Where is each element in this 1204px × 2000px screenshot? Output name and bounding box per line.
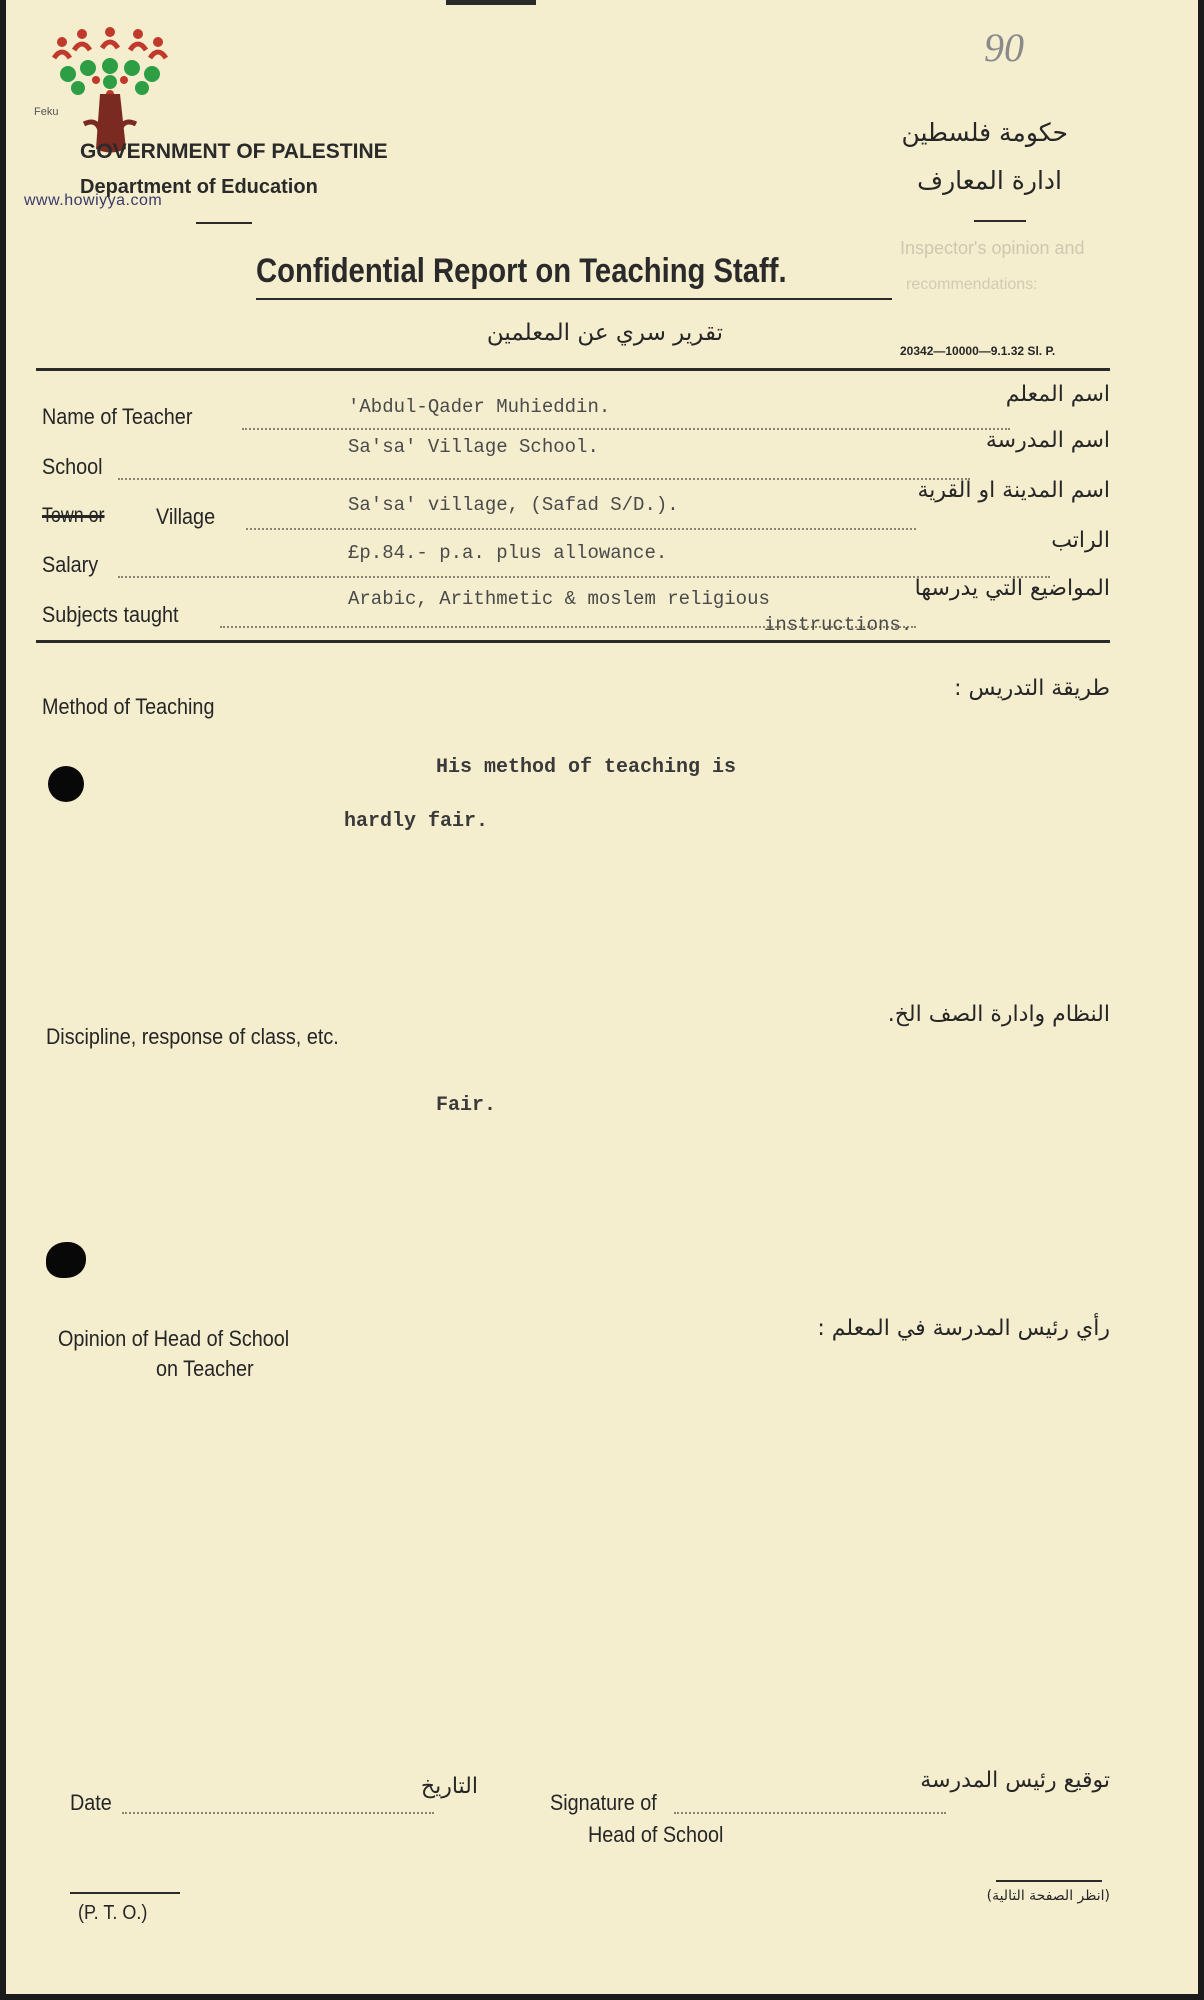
- field-label-school: School: [42, 454, 103, 479]
- department-heading-ar: ادارة المعارف: [917, 166, 1062, 195]
- signature-label: Signature of: [550, 1790, 657, 1815]
- pto-rule-left: [70, 1892, 180, 1894]
- department-heading: Department of Education: [80, 176, 318, 198]
- field-label-village-ar: اسم المدينة او القرية: [917, 478, 1110, 503]
- opinion-label-line1: Opinion of Head of School: [58, 1326, 290, 1351]
- field-value-school: Sa'sa' Village School.: [348, 436, 599, 458]
- pto-label: (P. T. O.): [78, 1902, 148, 1924]
- opinion-label-line2: on Teacher: [156, 1356, 254, 1381]
- field-label-name: Name of Teacher: [42, 404, 193, 429]
- government-heading: GOVERNMENT OF PALESTINE: [80, 140, 388, 163]
- pto-label-ar: (انظر الصفحة التالية): [986, 1888, 1110, 1904]
- date-label: Date: [70, 1790, 112, 1815]
- dotted-line-date: [122, 1812, 434, 1814]
- field-label-subjects-ar: المواضيع التي يدرسها: [914, 576, 1110, 601]
- field-value-salary: £p.84.- p.a. plus allowance.: [348, 542, 668, 564]
- fields-bottom-rule: [36, 640, 1110, 643]
- discipline-label-ar: النظام وادارة الصف الخ.: [887, 1002, 1110, 1027]
- date-label-ar: التاريخ: [420, 1774, 478, 1799]
- dotted-line-name: [242, 428, 1010, 430]
- field-label-school-ar: اسم المدرسة: [985, 428, 1110, 453]
- field-label-village: Village: [156, 504, 216, 529]
- field-value-village: Sa'sa' village, (Safad S/D.).: [348, 494, 679, 516]
- field-label-salary: Salary: [42, 552, 99, 577]
- dotted-line-village: [246, 528, 916, 530]
- title-underline: [256, 298, 892, 300]
- page-number: 90: [984, 25, 1024, 70]
- discipline-label: Discipline, response of class, etc.: [46, 1024, 339, 1049]
- opinion-label-ar: رأي رئيس المدرسة في المعلم :: [817, 1316, 1110, 1341]
- top-tab-mark: [446, 0, 536, 5]
- field-value-subjects-cont: instructions.: [764, 614, 913, 636]
- field-label-salary-ar: الراتب: [1051, 528, 1110, 553]
- government-heading-ar: حكومة فلسطين: [901, 118, 1068, 147]
- method-label-ar: طريقة التدريس :: [954, 676, 1110, 701]
- field-label-subjects: Subjects taught: [42, 602, 179, 627]
- method-text-line2: hardly fair.: [344, 810, 489, 833]
- header-rule-left: [196, 222, 252, 224]
- field-value-name: 'Abdul-Qader Muhieddin.: [348, 396, 611, 418]
- signature-label-ar: توقيع رئيس المدرسة: [920, 1768, 1110, 1793]
- bleed-through-text-2: recommendations:: [906, 276, 1038, 293]
- document-page: [6, 0, 1198, 1994]
- dotted-line-school: [118, 478, 970, 480]
- report-title-ar: تقرير سري عن المعلمين: [486, 320, 723, 346]
- report-title: Confidential Report on Teaching Staff.: [256, 252, 787, 290]
- punch-hole-2: [46, 1242, 86, 1278]
- signature-label-line2: Head of School: [588, 1822, 724, 1847]
- punch-hole-1: [48, 766, 84, 802]
- header-rule-right: [974, 220, 1026, 222]
- bleed-through-text-1: Inspector's opinion and: [900, 238, 1085, 258]
- field-label-town-struck: Town or: [42, 504, 105, 527]
- field-label-name-ar: اسم المعلم: [1005, 382, 1110, 407]
- discipline-text: Fair.: [436, 1094, 497, 1117]
- logo-website: www.howiyya.com: [24, 192, 163, 209]
- field-value-subjects: Arabic, Arithmetic & moslem religious: [348, 588, 770, 610]
- fields-top-rule: [36, 368, 1110, 371]
- form-number: 20342—10000—9.1.32 Sl. P.: [900, 344, 1056, 358]
- method-text-line1: His method of teaching is: [436, 756, 737, 779]
- dotted-line-salary: [118, 576, 1050, 578]
- dotted-line-signature: [674, 1812, 946, 1814]
- pto-rule-right: [996, 1880, 1102, 1882]
- logo-small-text: Feku: [34, 106, 59, 118]
- method-label: Method of Teaching: [42, 694, 215, 719]
